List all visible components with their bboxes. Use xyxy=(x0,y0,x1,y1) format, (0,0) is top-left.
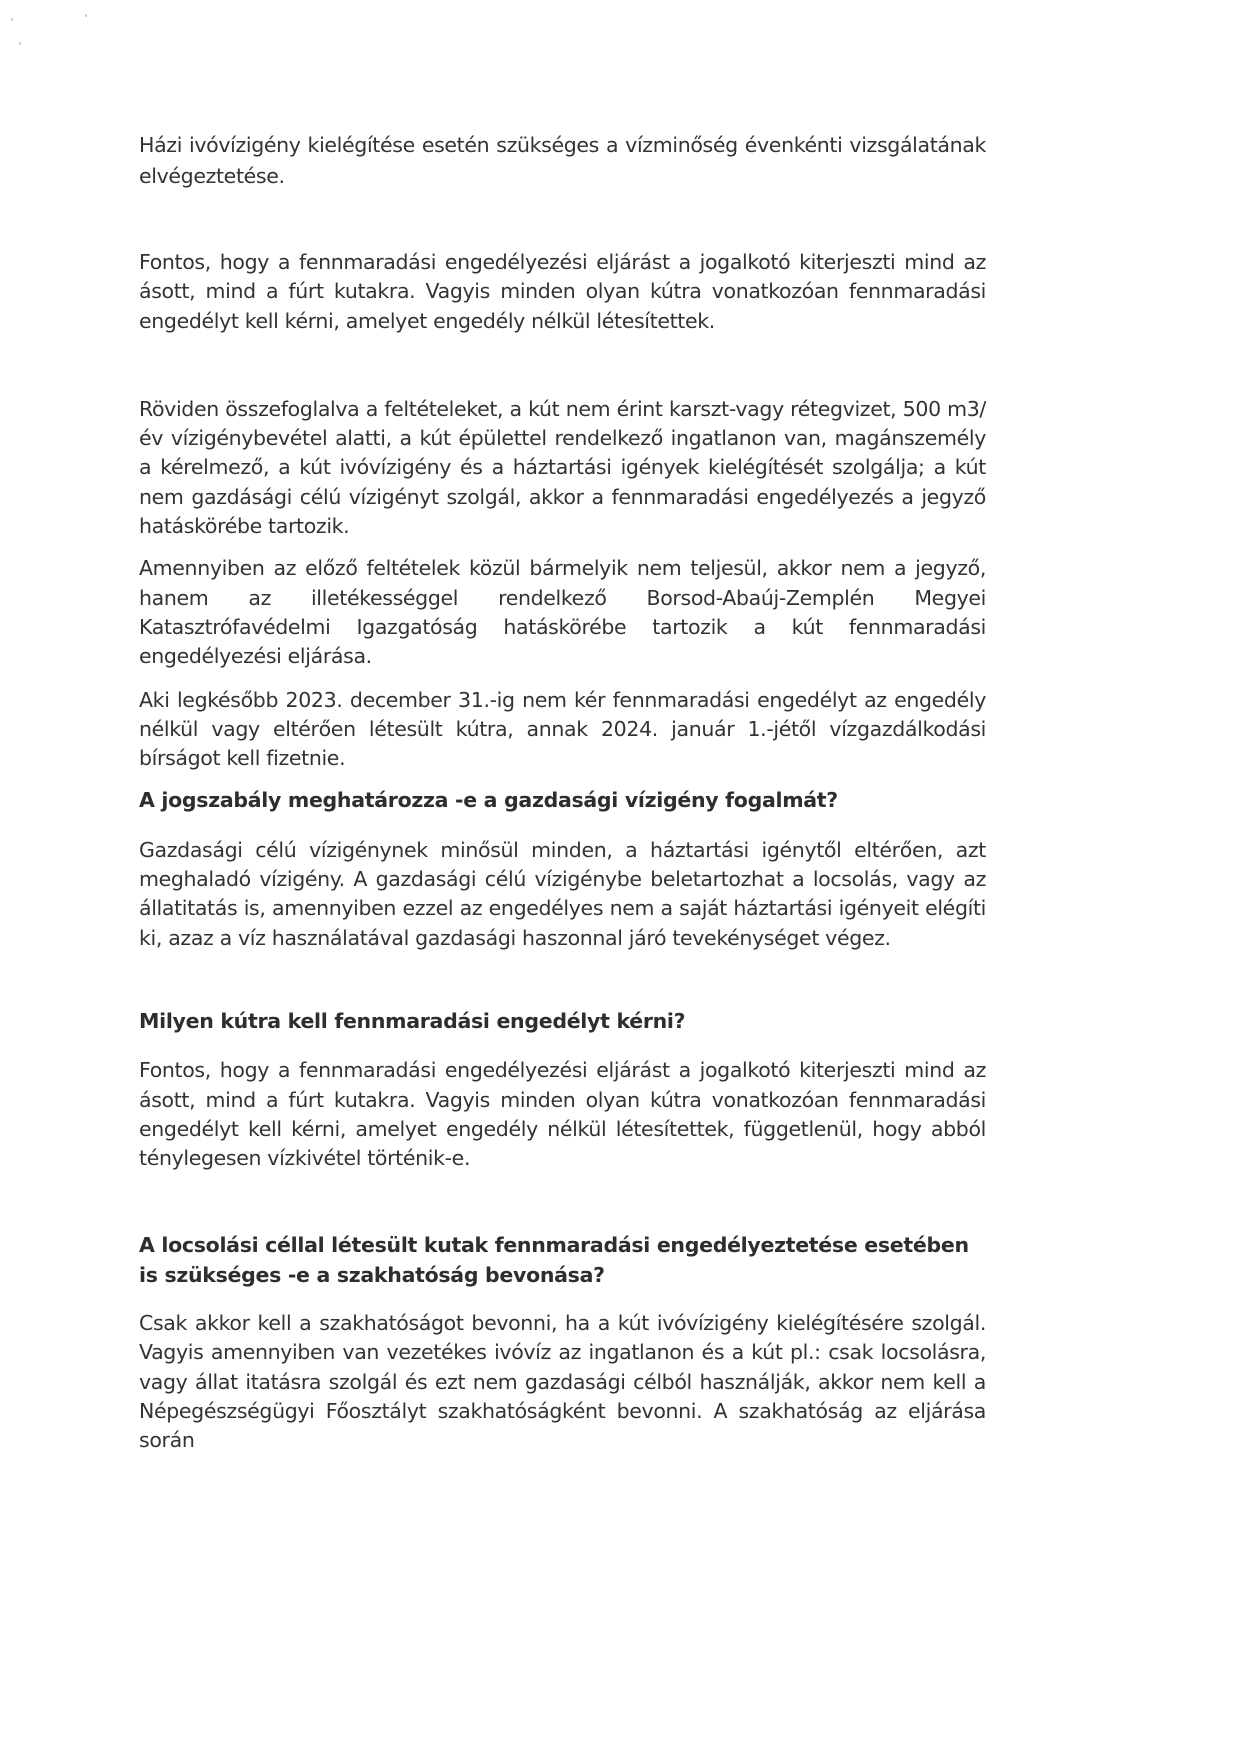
paragraph-permit-scope: Fontos, hogy a fennmaradási engedélyezési eljárást a jogalkotó kiterjeszti mind az ásott, mind a fúrt kutakra. Vagyis minden olyan kútra vonatkozóan fennmaradási engedélyt kell kérni, amelyet engedély nélkül létesítettek. xyxy=(139,250,986,333)
paragraph-which-wells-answer: Fontos, hogy a fennmaradási engedélyezési eljárást a jogalkotó kiterjeszti mind az ásott, mind a fúrt kutakra. Vagyis minden olyan kútra vonatkozóan fennmaradási engedélyt kell kérni, amelyet engedély nélkül létesítettek, függetlenül, hogy abból ténylegesen vízkivétel történik-e. xyxy=(139,1058,986,1171)
scan-artifact xyxy=(85,14,87,17)
paragraph-deadline-fine: Aki legkésőbb 2023. december 31.-ig nem kér fennmaradási engedélyt az engedély nélkül vagy eltérően létesült kútra, annak 2024. január 1.-jétől vízgazdálkodási bírságot kell fizetnie. xyxy=(139,687,986,771)
paragraph-authority-alternative: Amennyiben az előző feltételek közül bármelyik nem teljesül, akkor nem a jegyző, hanem az illetékességgel rendelkező Borsod-Abaúj-Zemplén Megyei Katasztrófavédelmi Igazgatóság hatáskörébe tartozik a kút fennmaradási engedélyezési eljárása. xyxy=(139,556,986,669)
heading-which-wells: Milyen kútra kell fennmaradási engedélyt kérni? xyxy=(139,1008,686,1033)
scan-artifact xyxy=(19,42,21,45)
paragraph-water-quality-testing: Házi ivóvízigény kielégítése esetén szükséges a vízminőség évenkénti vizsgálatának elvégeztetése. xyxy=(139,133,986,188)
paragraph-conditions-summary: Röviden összefoglalva a feltételeket, a kút nem érint karszt-vagy rétegvizet, 500 m3/év vízigénybevétel alatti, a kút épülettel rendelkező ingatlanon van, magánszemély a kérelmező, a kút ivóvízigény és a háztartási igények kielégítését szolgálja; a kút nem gazdásági célú vízigényt szolgál, akkor a fennmaradási engedélyezés a jegyző hatáskörébe tartozik. xyxy=(139,396,986,539)
heading-economic-water-demand: A jogszabály meghatározza -e a gazdasági vízigény fogalmát? xyxy=(139,788,838,813)
paragraph-economic-definition: Gazdasági célú vízigénynek minősül minden, a háztartási igénytől eltérően, azt meghaladó vízigény. A gazdasági célú vízigénybe beletartozhat a locsolás, vagy az állatitatás is, amennyiben ezzel az engedélyes nem a saját háztartási igényeit elégíti ki, azaz a víz használatával gazdasági haszonnal járó tevekénységet végez. xyxy=(139,837,986,950)
document-body xyxy=(139,130,986,1456)
scan-artifact xyxy=(11,18,13,21)
heading-irrigation-wells-authority: A locsolási céllal létesült kutak fennmaradási engedélyeztetése esetében is szükséges -e a szakhatóság bevonása? xyxy=(139,1233,969,1287)
paragraph-irrigation-wells-answer: Csak akkor kell a szakhatóságot bevonni, ha a kút ivóvízigény kielégítésére szolgál. Vagyis amennyiben van vezetékes ivóvíz az ingatlanon és a kút pl.: csak locsolásra, vagy állat itatásra szolgál és ezt nem gazdasági célból használják, akkor nem kell a Népegészségügyi Főosztályt szakhatóságként bevonni. A szakhatóság az eljárása során xyxy=(139,1311,986,1453)
